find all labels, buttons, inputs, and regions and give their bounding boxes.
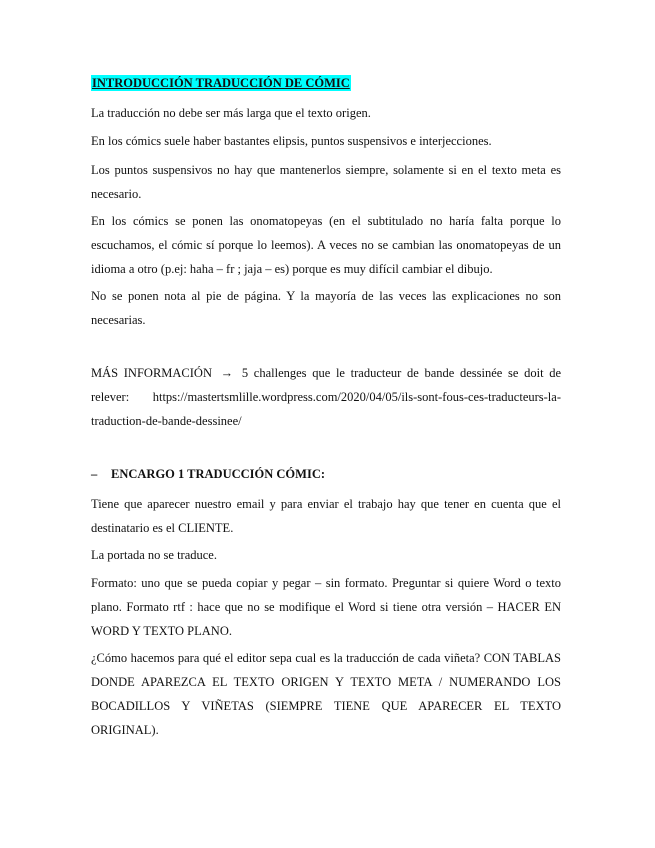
section-heading-text: ENCARGO 1 TRADUCCIÓN CÓMIC:	[111, 467, 326, 481]
paragraph-suspension-points: Los puntos suspensivos no hay que mantenerlos siempre, solamente si en el texto meta es necesario.	[91, 163, 561, 201]
more-info-url[interactable]: https://mastertsmlille.wordpress.com/2020/04/05/ils-sont-fous-ces-traducteurs-la-traduction-de-bande-dessinee/	[91, 390, 561, 428]
section-heading	[91, 464, 325, 484]
paragraph-email: Tiene que aparecer nuestro email y para enviar el trabajo hay que tener en cuenta que el destinatario es el CLIENTE.	[91, 497, 561, 535]
paragraph-tables: ¿Cómo hacemos para qué el editor sepa cual es la traducción de cada viñeta? CON TABLAS DONDE APAREZCA EL TEXTO ORIGEN Y TEXTO META / NUMERANDO LOS BOCADILLOS Y VIÑETAS (SIEMPRE TIENE QUE APARECER EL TEXTO ORIGINAL).	[91, 651, 561, 737]
arrow-right-icon: →	[220, 366, 234, 380]
paragraph-format: Formato: uno que se pueda copiar y pegar – sin formato. Preguntar si quiere Word o texto plano. Formato rtf : hace que no se modifique el Word si tiene otra versión – HACER EN WORD Y TEXTO PLANO.	[91, 576, 561, 638]
more-info-paragraph	[91, 361, 561, 433]
paragraph-length: La traducción no debe ser más larga que el texto origen.	[91, 106, 371, 120]
page-title: INTRODUCCIÓN TRADUCCIÓN DE CÓMIC	[92, 76, 350, 90]
paragraph-footnotes: No se ponen nota al pie de página. Y la mayoría de las veces las explicaciones no son necesarias.	[91, 289, 561, 327]
more-info-label: MÁS INFORMACIÓN	[91, 366, 212, 380]
more-info-text: 5 challenges que le traducteur de bande dessinée se doit de relever:	[91, 366, 562, 404]
list-dash: –	[91, 467, 98, 481]
paragraph-ellipsis: En los cómics suele haber bastantes elipsis, puntos suspensivos e interjecciones.	[91, 134, 492, 148]
paragraph-cover: La portada no se traduce.	[91, 548, 217, 562]
paragraph-onomatopoeia: En los cómics se ponen las onomatopeyas (en el subtitulado no haría falta porque lo escuchamos, el cómic sí porque lo leemos). A veces no se cambian las onomatopeyas de un idioma a otro (p.ej: haha – fr ; jaja – es) porque es muy difícil cambiar el dibujo.	[91, 214, 561, 276]
